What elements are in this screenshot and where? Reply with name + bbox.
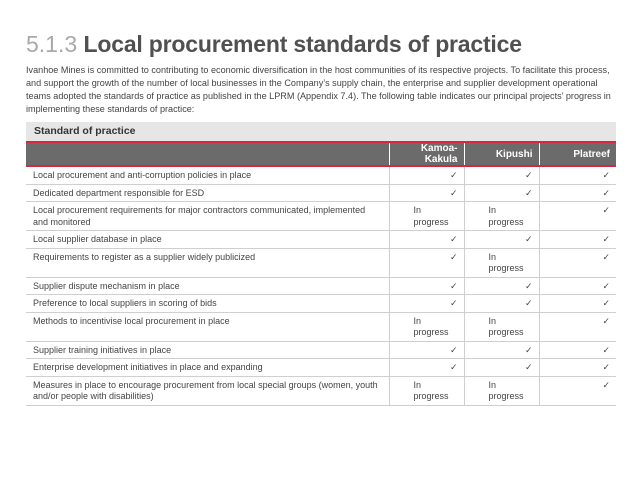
header-platreef: Platreef bbox=[539, 142, 616, 166]
intro-paragraph: Ivanhoe Mines is committed to contributing to economic diversification in the host communities of its respective projects. To facilitate this process, and support the growth of the number of local businesses in the Company’s supply chain, the enterprise and supplier development operational teams adopted the standards of practice as published in the LPRM (Appendix 7.4). The following table indicates our principal projects’ progress in implementing these standards of practice: bbox=[26, 65, 611, 114]
check-mark-cell: ✓ bbox=[539, 376, 616, 405]
standard-label: Supplier training initiatives in place bbox=[26, 341, 389, 359]
table-row bbox=[26, 341, 616, 359]
status-cell: In progress bbox=[389, 376, 464, 405]
check-mark-cell: ✓ bbox=[389, 166, 464, 184]
table-row bbox=[26, 184, 616, 202]
table-row bbox=[26, 248, 616, 277]
check-mark-cell: ✓ bbox=[389, 184, 464, 202]
check-mark-cell: ✓ bbox=[464, 359, 539, 377]
table-row bbox=[26, 166, 616, 184]
table-header-row bbox=[26, 142, 616, 166]
check-mark-cell: ✓ bbox=[389, 359, 464, 377]
status-cell: In progress bbox=[389, 312, 464, 341]
check-mark-cell: ✓ bbox=[539, 277, 616, 295]
check-mark-cell: ✓ bbox=[389, 248, 464, 277]
check-mark-cell: ✓ bbox=[539, 359, 616, 377]
table-caption: Standard of practice bbox=[26, 122, 616, 141]
check-mark-cell: ✓ bbox=[464, 341, 539, 359]
table-row bbox=[26, 277, 616, 295]
table-row bbox=[26, 376, 616, 405]
status-cell: In progress bbox=[464, 312, 539, 341]
check-mark-cell: ✓ bbox=[539, 341, 616, 359]
table-row bbox=[26, 359, 616, 377]
header-kipushi: Kipushi bbox=[464, 142, 539, 166]
table-row bbox=[26, 202, 616, 231]
table-row bbox=[26, 312, 616, 341]
section-title: Local procurement standards of practice bbox=[83, 31, 522, 57]
check-mark-cell: ✓ bbox=[389, 295, 464, 313]
check-mark-cell: ✓ bbox=[389, 231, 464, 249]
standard-label: Local procurement and anti-corruption policies in place bbox=[26, 166, 389, 184]
standard-label: Enterprise development initiatives in place and expanding bbox=[26, 359, 389, 377]
check-mark-cell: ✓ bbox=[539, 231, 616, 249]
check-mark-cell: ✓ bbox=[464, 295, 539, 313]
status-cell: In progress bbox=[464, 248, 539, 277]
header-blank bbox=[26, 142, 389, 166]
standard-label: Dedicated department responsible for ESD bbox=[26, 184, 389, 202]
table-row bbox=[26, 295, 616, 313]
standards-table bbox=[26, 141, 616, 406]
check-mark-cell: ✓ bbox=[464, 166, 539, 184]
standard-label: Methods to incentivise local procurement in place bbox=[26, 312, 389, 341]
section-heading bbox=[26, 30, 522, 58]
status-cell: In progress bbox=[464, 376, 539, 405]
status-cell: In progress bbox=[389, 202, 464, 231]
standard-label: Preference to local suppliers in scoring of bids bbox=[26, 295, 389, 313]
section-number: 5.1.3 bbox=[26, 31, 78, 57]
check-mark-cell: ✓ bbox=[464, 231, 539, 249]
standard-label: Local supplier database in place bbox=[26, 231, 389, 249]
check-mark-cell: ✓ bbox=[539, 166, 616, 184]
standard-label: Requirements to register as a supplier widely publicized bbox=[26, 248, 389, 277]
check-mark-cell: ✓ bbox=[389, 341, 464, 359]
standard-label: Supplier dispute mechanism in place bbox=[26, 277, 389, 295]
check-mark-cell: ✓ bbox=[464, 184, 539, 202]
check-mark-cell: ✓ bbox=[464, 277, 539, 295]
check-mark-cell: ✓ bbox=[539, 295, 616, 313]
table-row bbox=[26, 231, 616, 249]
check-mark-cell: ✓ bbox=[539, 312, 616, 341]
check-mark-cell: ✓ bbox=[539, 248, 616, 277]
header-kamoa-kakula: Kamoa-Kakula bbox=[389, 142, 464, 166]
check-mark-cell: ✓ bbox=[389, 277, 464, 295]
check-mark-cell: ✓ bbox=[539, 202, 616, 231]
check-mark-cell: ✓ bbox=[539, 184, 616, 202]
standard-label: Local procurement requirements for major contractors communicated, implemented and monitored bbox=[26, 202, 389, 231]
standard-label: Measures in place to encourage procurement from local special groups (women, youth and/or people with disabilities) bbox=[26, 376, 389, 405]
status-cell: In progress bbox=[464, 202, 539, 231]
